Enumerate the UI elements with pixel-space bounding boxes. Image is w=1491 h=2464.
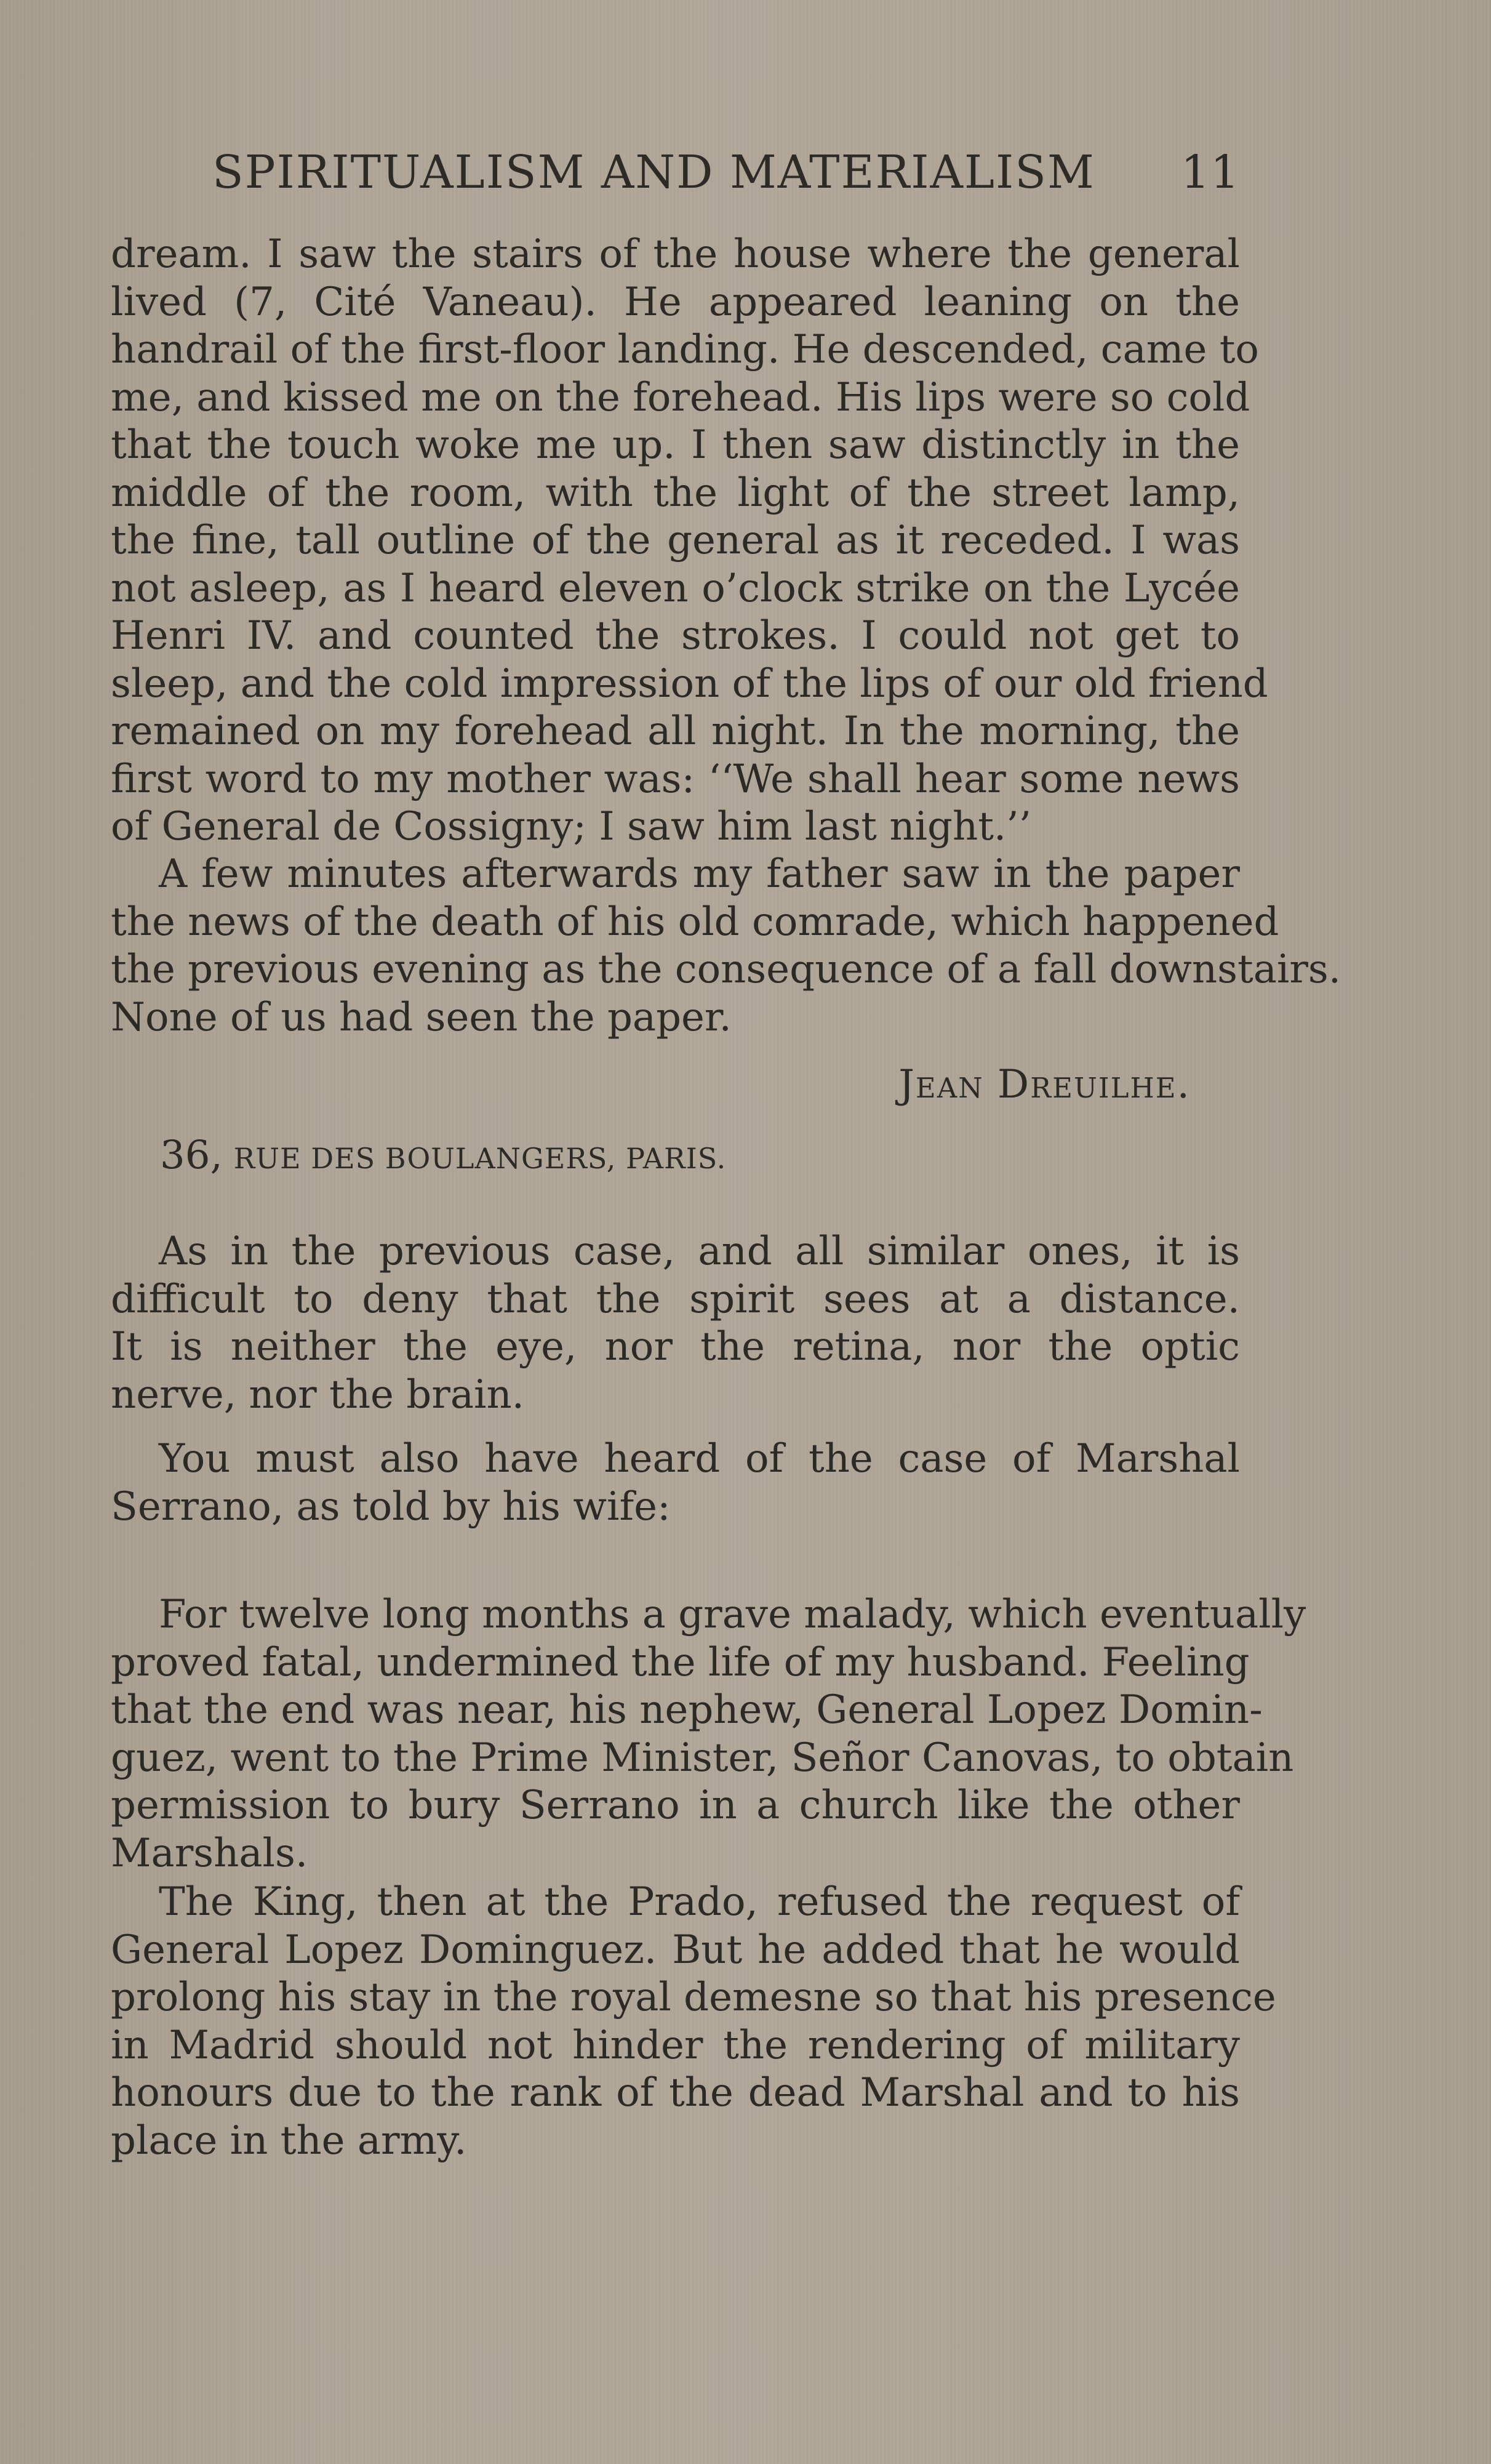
- text-line: that the end was near, his nephew, General Lopez Domin-: [111, 1687, 1263, 1733]
- text-line: sleep, and the cold impression of the lips of our old friend: [111, 660, 1268, 707]
- quotation-paragraph-2: [111, 1879, 1276, 2165]
- text-line: that the touch woke me up. I then saw distinctly in the: [111, 422, 1240, 468]
- text-line: The King, then at the Prado, refused the request of: [159, 1879, 1240, 1925]
- text-line: permission to bury Serrano in a church like the other: [111, 1783, 1240, 1828]
- text-line: None of us had seen the paper.: [111, 994, 732, 1040]
- running-head: [212, 145, 1240, 200]
- text-line: first word to my mother was: ‘‘We shall hear some news: [111, 756, 1240, 802]
- letter-paragraph-1: [111, 231, 1268, 851]
- signature: [809, 1062, 1240, 1107]
- text-line: Henri IV. and counted the strokes. I could not get to: [111, 613, 1240, 659]
- text-line: middle of the room, with the light of the street lamp,: [111, 470, 1240, 516]
- running-title: SPIRITUALISM AND MATERIALISM: [212, 146, 1095, 199]
- text-line: the news of the death of his old comrade, which happened: [111, 899, 1279, 945]
- address-street: RUE DES BOULANGERS, PARIS.: [233, 1142, 727, 1175]
- text-line: of General de Cossigny; I saw him last night.’’: [111, 804, 1031, 849]
- text-line: You must also have heard of the case of Marshal: [159, 1436, 1240, 1482]
- text-line: in Madrid should not hinder the rendering of military: [111, 2022, 1240, 2068]
- signature-name: Jean Dreuilhe.: [898, 1062, 1191, 1107]
- text-line: place in the army.: [111, 2117, 467, 2164]
- letter-paragraph-2: [111, 851, 1341, 1041]
- text-line: the fine, tall outline of the general as it receded. I was: [111, 518, 1240, 563]
- text-line: difficult to deny that the spirit sees at a distance.: [111, 1276, 1240, 1322]
- text-line: the previous evening as the consequence of a fall downstairs.: [111, 947, 1341, 992]
- text-line: For twelve long months a grave malady, which eventually: [159, 1592, 1306, 1637]
- text-line: guez, went to the Prime Minister, Señor Canovas, to obtain: [111, 1735, 1294, 1781]
- text-line: It is neither the eye, nor the retina, nor the optic: [111, 1324, 1240, 1370]
- quotation-paragraph-1: [111, 1591, 1306, 1877]
- commentary-paragraph-1: [111, 1228, 1240, 1419]
- text-line: lived (7, Cité Vaneau). He appeared leaning on the: [111, 279, 1240, 325]
- text-line: dream. I saw the stairs of the house where the general: [111, 231, 1240, 277]
- page-number: 11: [1180, 146, 1240, 199]
- text-line: General Lopez Dominguez. But he added that he would: [111, 1927, 1240, 1973]
- text-line: not asleep, as I heard eleven o’clock strike on the Lycée: [111, 565, 1240, 611]
- commentary-paragraph-2: [111, 1435, 1240, 1531]
- text-line: handrail of the first-floor landing. He descended, came to: [111, 327, 1259, 372]
- text-line: honours due to the rank of the dead Marshal and to his: [111, 2070, 1240, 2116]
- text-line: Marshals.: [111, 1830, 308, 1876]
- text-line: nerve, nor the brain.: [111, 1371, 524, 1418]
- text-line: A few minutes afterwards my father saw in the paper: [159, 851, 1240, 897]
- text-line: proved fatal, undermined the life of my husband. Feeling: [111, 1639, 1250, 1685]
- text-line: remained on my forehead all night. In the morning, the: [111, 708, 1240, 754]
- address: [160, 1133, 726, 1178]
- address-number: 36,: [160, 1133, 223, 1178]
- text-line: prolong his stay in the royal demesne so that his presence: [111, 1975, 1276, 2020]
- text-line: me, and kissed me on the forehead. His lips were so cold: [111, 374, 1250, 420]
- text-line: As in the previous case, and all similar ones, it is: [159, 1229, 1240, 1274]
- text-line: Serrano, as told by his wife:: [111, 1483, 671, 1530]
